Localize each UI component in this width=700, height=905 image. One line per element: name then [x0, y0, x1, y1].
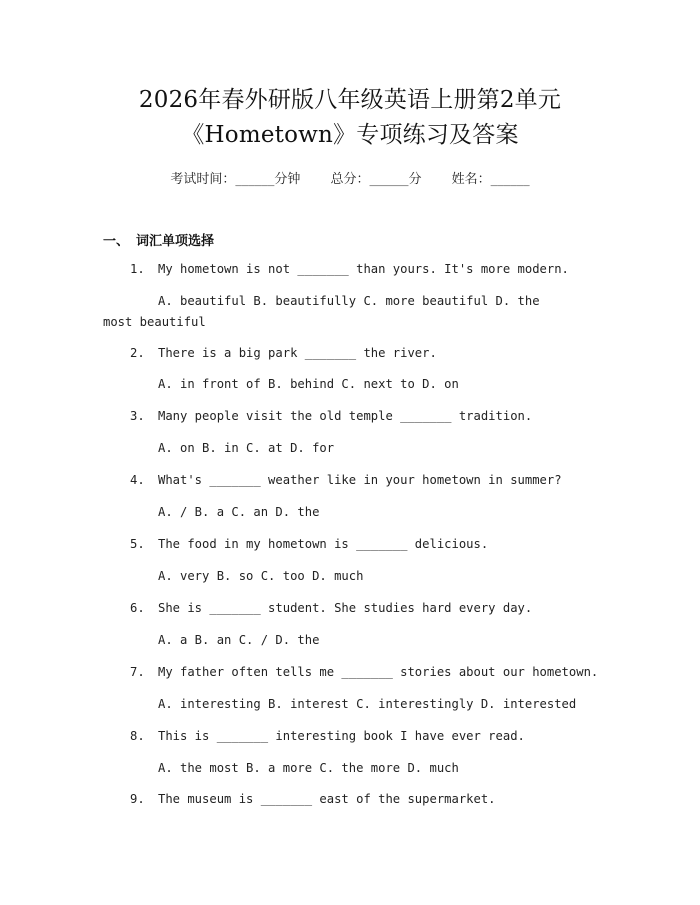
options-5: A. very B. so C. too D. much: [158, 569, 364, 583]
question-stem: This is _______ interesting book I have ever read.: [158, 729, 525, 743]
question-6: [130, 601, 532, 615]
exam-meta: [0, 168, 700, 187]
question-stem: What's _______ weather like in your hometown in summer?: [158, 473, 562, 487]
question-number: 9.: [130, 792, 145, 806]
options-2: A. in front of B. behind C. next to D. on: [158, 377, 459, 391]
question-number: 7.: [130, 665, 145, 679]
question-stem: The food in my hometown is _______ delicious.: [158, 537, 489, 551]
question-number: 1.: [130, 262, 145, 276]
options-7: A. interesting B. interest C. interestingly D. interested: [158, 697, 577, 711]
question-8: [130, 729, 525, 743]
title-line-2: 《Hometown》专项练习及答案: [181, 122, 519, 148]
options-1: A. beautiful B. beautifully C. more beautiful D. the most beautiful: [103, 294, 540, 329]
section-heading: [103, 230, 214, 249]
question-3: [130, 409, 532, 423]
question-number: 2.: [130, 346, 145, 360]
question-9: [130, 792, 496, 806]
question-stem: My father often tells me _______ stories about our hometown.: [158, 665, 599, 679]
options-8: A. the most B. a more C. the more D. much: [158, 761, 459, 775]
question-number: 6.: [130, 601, 145, 615]
title-line-1: 2026年春外研版八年级英语上册第2单元: [138, 87, 562, 113]
question-4: [130, 473, 562, 487]
exam-score: 总分：______分: [330, 172, 422, 187]
question-stem: Many people visit the old temple _______ tradition.: [158, 409, 533, 423]
question-stem: My hometown is not _______ than yours. It's more modern.: [158, 262, 569, 276]
question-stem: She is _______ student. She studies hard every day.: [158, 601, 533, 615]
options-4: A. / B. a C. an D. the: [158, 505, 320, 519]
exam-time: 考试时间：______分钟: [170, 172, 301, 187]
section-number: 一、: [103, 234, 130, 249]
question-number: 8.: [130, 729, 145, 743]
question-5: [130, 537, 488, 551]
question-number: 3.: [130, 409, 145, 423]
options-6: A. a B. an C. / D. the: [158, 633, 320, 647]
question-7: [130, 665, 598, 679]
section-title: 词汇单项选择: [136, 234, 215, 249]
question-1: [130, 262, 569, 276]
question-2: [130, 346, 437, 360]
question-stem: The museum is _______ east of the supermarket.: [158, 792, 496, 806]
question-number: 5.: [130, 537, 145, 551]
options-3: A. on B. in C. at D. for: [158, 441, 335, 455]
question-stem: There is a big park _______ the river.: [158, 346, 437, 360]
question-number: 4.: [130, 473, 145, 487]
exam-name: 姓名：______: [451, 172, 530, 187]
